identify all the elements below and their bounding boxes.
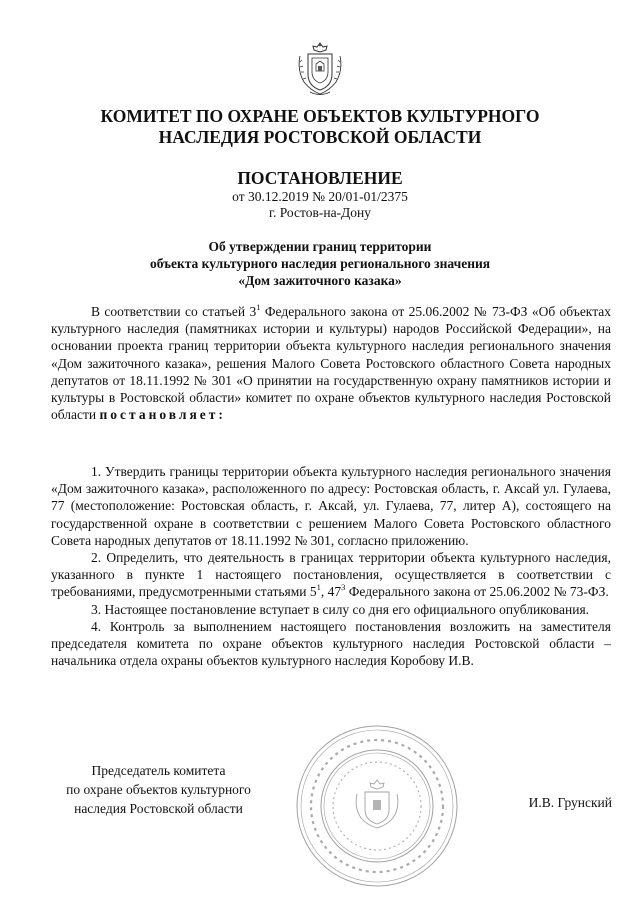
signatory-position [51,761,266,818]
resolution-item-1: 1. Утвердить границы территории объекта культурного наследия регионального значения «Дом зажиточного казака», расположенного по адресу: Ростовская область, г. Аксай ул. Гулаева, 77 (местоположение: Ростовская область, г. Аксай, ул. Гулаева, 77, литер А), состоящего на государственной охране в соответствии с решением Малого Совета Ростовского областного Совета народных депутатов от 18.11.1992 № 301, согласно приложению. [51,464,611,548]
article-superscript: 1 [256,301,261,312]
item-2-text-start: 2. Определить, что деятельность в границах территории объекта культурного наследия, указанного в пункте 1 настоящего постановления, осуществляется в соответствии с требованиями, предусмотренными статьями 5 [51,550,611,600]
signatory-position-line-3: наследия Ростовской области [74,801,243,816]
item-2-superscript-2: 3 [341,581,346,592]
official-seal-stamp [293,722,461,890]
subject-line-2: объекта культурного наследия регионального значения [149,256,491,271]
document-type: ПОСТАНОВЛЕНИЕ [237,168,403,188]
signatory-position-line-2: по охране объектов культурного [66,782,251,797]
preamble-paragraph [51,303,611,423]
item-2-text-middle: , 47 [320,584,342,600]
coat-of-arms-icon [296,40,344,98]
item-2-superscript-1: 1 [316,581,321,592]
organization-title-line-1: КОМИТЕТ ПО ОХРАНЕ ОБЪЕКТОВ КУЛЬТУРНОГО [100,106,540,126]
resolution-item-4: 4. Контроль за выполнением настоящего постановления возложить на заместителя председателя комитета по охране объектов культурного наследия Ростовской области – начальника отдела охраны объектов культурного наследия Коробову И.В. [51,618,611,669]
organization-title-line-2: НАСЛЕДИЯ РОСТОВСКОЙ ОБЛАСТИ [158,127,482,147]
item-2-text-end: Федерального закона от 25.06.2002 № 73-ФЗ. [345,584,609,600]
document-subject [40,238,600,289]
subject-line-1: Об утверждении границ территории [208,239,432,254]
preamble-text-end: Федерального закона от 25.06.2002 № 73-ФЗ «Об объектах культурного наследия (памятниках истории и культуры) народов Российской Федерации», на основании проекта границ территории объекта культурного наследия регионального значения «Дом зажиточного казака», решения Малого Совета Ростовского областного Совета народных депутатов от 18.11.1992 № 301 «О принятии на государственную охрану памятников истории и культуры в Ростовской области» комитет по охране объектов культурного наследия Ростовской области [51,304,611,423]
document-date-number: от 30.12.2019 № 20/01-01/2375 [232,189,408,204]
signatory-position-line-1: Председатель комитета [91,763,226,778]
preamble-text-start: В соответствии со статьей 3 [91,304,257,319]
document-city: г. Ростов-на-Дону [268,205,371,220]
resolution-item-2 [51,549,611,601]
preamble [51,303,611,423]
organization-title [40,106,600,148]
resolves-word: постановляет: [99,407,226,423]
resolution-item-3: 3. Настоящее постановление вступает в силу со дня его официального опубликования. [91,601,590,617]
signatory-name: И.В. Грунский [528,795,612,810]
resolution-items [51,463,611,669]
subject-line-3: «Дом зажиточного казака» [238,273,402,288]
